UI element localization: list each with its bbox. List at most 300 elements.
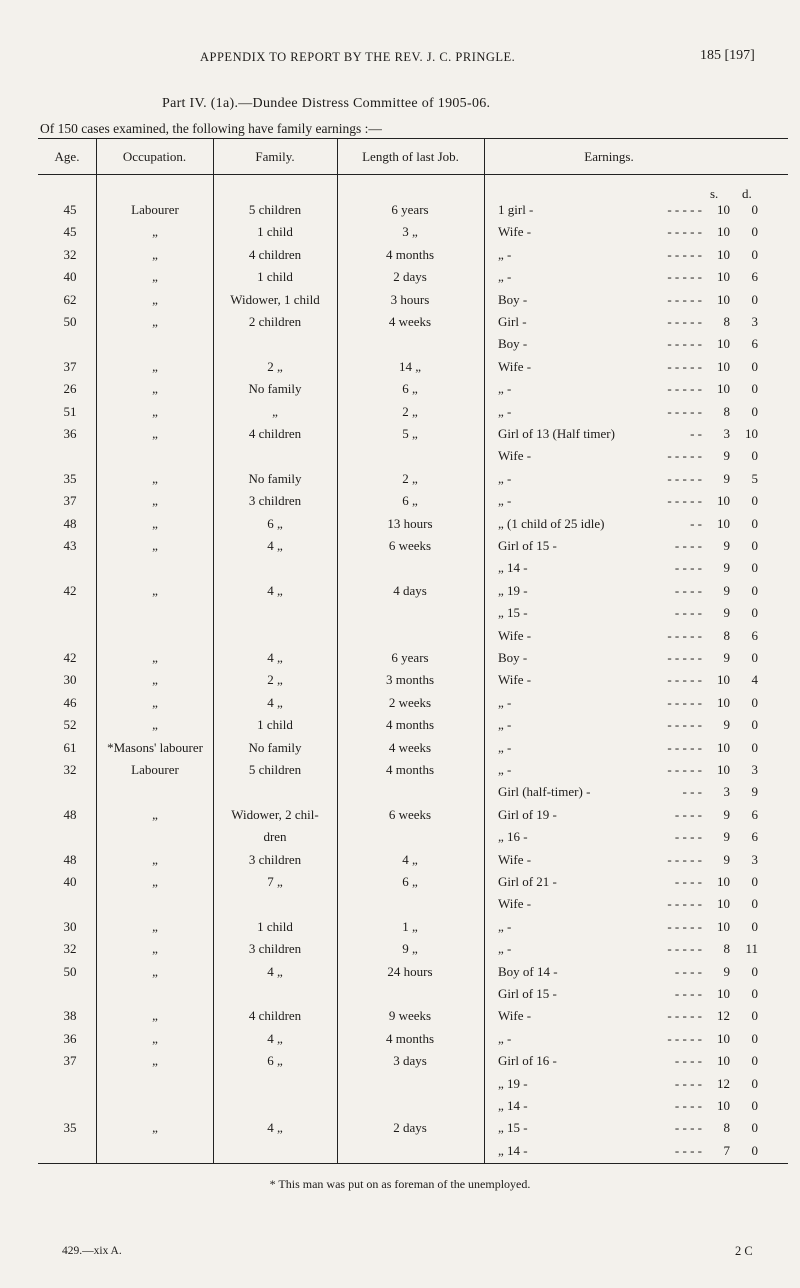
cell-shillings: 9 [723, 851, 730, 867]
cell-family: 1 child [257, 918, 293, 934]
leader-dashes: - - - - [674, 582, 702, 598]
cell-shillings: 8 [723, 403, 730, 419]
leader-dashes: - - - - - [667, 470, 702, 486]
cell-shillings: 10 [717, 739, 730, 755]
cell-age: 40 [63, 269, 77, 285]
cell-length-of-job: 1 „ [402, 918, 418, 934]
cell-age: 42 [63, 650, 77, 665]
cell-pence: 0 [751, 381, 758, 397]
cell-earner: Girl of 13 (Half timer) [498, 426, 615, 441]
cell-earner: Wife - [498, 1008, 532, 1024]
cell-pence: 0 [751, 605, 758, 621]
cell-age: 36 [63, 426, 77, 441]
table-row [0, 471, 800, 491]
cell-family: 5 children [248, 202, 302, 217]
leader-dashes: - - [690, 426, 702, 441]
cell-earner: Wife - [498, 896, 532, 912]
leader-dashes: - - - - - [667, 336, 702, 352]
cell-earner: Girl (half-timer) - [498, 784, 591, 800]
leader-dashes: - - - - - [667, 672, 702, 688]
cell-family: 3 children [248, 493, 302, 509]
cell-length-of-job: 3 days [393, 1053, 427, 1069]
cell-length-of-job: 2 weeks [388, 694, 432, 710]
cell-pence: 6 [751, 806, 758, 822]
cell-age: 37 [63, 358, 77, 374]
cell-occupation: „ [152, 941, 158, 957]
cell-pence: 4 [751, 672, 758, 688]
cell-length-of-job: 4 weeks [388, 739, 432, 755]
leader-dashes: - - - - [674, 963, 702, 979]
leader-dashes: - - - - - [667, 896, 702, 912]
cell-family: 2 „ [267, 672, 283, 688]
cell-pence: 0 [751, 650, 758, 665]
cell-length-of-job: 6 years [391, 650, 429, 665]
cell-pence: 0 [751, 515, 758, 531]
cell-family: 3 children [248, 851, 302, 867]
cell-length-of-job: 6 „ [402, 874, 418, 889]
cell-earner: „ 14 - [498, 1098, 528, 1113]
table-row [0, 1143, 800, 1163]
leader-dashes: - - - - - [667, 314, 702, 329]
cell-occupation: *Masons' labourer [107, 739, 203, 755]
signature-letter: 2 C [735, 1244, 753, 1258]
leader-dashes: - - - - - [667, 381, 702, 397]
page-number: 185 [197] [700, 48, 755, 63]
cell-length-of-job: 6 „ [402, 493, 418, 509]
table-row [0, 807, 800, 827]
cell-earner: „ (1 child of 25 idle) [498, 515, 605, 531]
table-row [0, 1053, 800, 1073]
cell-shillings: 10 [717, 381, 730, 397]
cell-age: 35 [63, 1120, 77, 1136]
cell-age: 32 [63, 246, 77, 262]
table-row [0, 852, 800, 872]
table-row [0, 359, 800, 379]
header-occupation: Occupation. [122, 149, 187, 164]
cell-pence: 0 [751, 717, 758, 733]
table-row [0, 292, 800, 312]
cell-family: dren [263, 829, 287, 845]
cell-occupation: „ [152, 358, 158, 374]
leader-dashes: - - - - - [667, 762, 702, 777]
running-head: APPENDIX TO REPORT BY THE REV. J. C. PRINGLE. [200, 50, 516, 64]
cell-shillings: 7 [723, 1142, 730, 1158]
cell-length-of-job: 14 „ [398, 358, 422, 374]
cell-age: 26 [63, 381, 77, 397]
cell-occupation: „ [152, 963, 158, 979]
cell-earner: Girl of 19 - [498, 806, 557, 822]
table-row [0, 202, 800, 222]
cell-length-of-job: 6 weeks [388, 806, 432, 822]
table-row [0, 740, 800, 760]
leader-dashes: - - - - - [667, 717, 702, 733]
cell-shillings: 10 [717, 515, 730, 531]
table-row [0, 650, 800, 670]
leader-dashes: - - - - - [667, 403, 702, 419]
cell-family: Widower, 1 child [230, 291, 320, 307]
signature-mark: 429.—xix A. [62, 1245, 122, 1257]
leader-dashes: - - - - - [667, 694, 702, 710]
leader-dashes: - - - - - [667, 650, 702, 665]
cell-earner: Wife - [498, 224, 532, 240]
cell-occupation: „ [152, 1120, 158, 1136]
table-row [0, 986, 800, 1006]
cell-family: 4 „ [267, 538, 283, 553]
cell-pence: 10 [745, 426, 758, 441]
cell-earner: Wife - [498, 851, 532, 867]
table-row [0, 784, 800, 804]
cell-earner: Wife - [498, 672, 532, 688]
table-row [0, 583, 800, 603]
cell-shillings: 9 [723, 582, 730, 598]
cell-pence: 0 [751, 874, 758, 889]
cell-earner: „ - [498, 246, 512, 262]
table-row [0, 628, 800, 648]
cell-shillings: 10 [717, 291, 730, 307]
cell-family: 4 „ [267, 963, 283, 979]
table-row [0, 224, 800, 244]
leader-dashes: - - - - [674, 1075, 702, 1091]
cell-family: 7 „ [267, 874, 283, 889]
cell-length-of-job: 6 weeks [388, 538, 432, 553]
cell-length-of-job: 9 „ [402, 941, 418, 957]
cell-occupation: „ [152, 246, 158, 262]
cell-earner: Boy - [498, 291, 528, 307]
cell-pence: 0 [751, 448, 758, 464]
cell-earner: Wife - [498, 627, 532, 643]
leader-dashes: - - - - [674, 1098, 702, 1113]
cell-length-of-job: 3 hours [390, 291, 430, 307]
cell-earner: Wife - [498, 358, 532, 374]
cell-pence: 0 [751, 739, 758, 755]
cell-earner: „ - [498, 762, 512, 777]
table-row [0, 1098, 800, 1118]
leader-dashes: - - - - - [667, 291, 702, 307]
cell-pence: 6 [751, 627, 758, 643]
cell-pence: 3 [751, 314, 758, 329]
cell-family: No family [248, 470, 302, 486]
table-row [0, 247, 800, 267]
pence-unit: d. [742, 186, 752, 201]
table-row [0, 695, 800, 715]
cell-occupation: „ [152, 874, 158, 889]
cell-pence: 3 [751, 762, 758, 777]
cell-family: 2 children [248, 314, 302, 329]
leader-dashes: - - - - - [667, 627, 702, 643]
cell-pence: 0 [751, 1120, 758, 1136]
cell-earner: Wife - [498, 448, 532, 464]
cell-pence: 0 [751, 963, 758, 979]
cell-shillings: 10 [717, 493, 730, 509]
cell-earner: „ 19 - [498, 1075, 528, 1091]
cell-occupation: „ [152, 1030, 158, 1046]
cell-length-of-job: 2 „ [402, 403, 418, 419]
cell-occupation: „ [152, 717, 158, 733]
cell-age: 46 [63, 694, 77, 710]
table-row [0, 717, 800, 737]
cell-pence: 0 [751, 358, 758, 374]
cell-occupation: „ [152, 314, 158, 329]
cell-pence: 0 [751, 986, 758, 1001]
leader-dashes: - - - - [674, 986, 702, 1001]
cell-earner: Boy - [498, 336, 528, 352]
cell-family: 4 children [248, 1008, 302, 1024]
cell-length-of-job: 5 „ [402, 426, 418, 441]
cell-occupation: „ [152, 538, 158, 553]
leader-dashes: - - - - [674, 806, 702, 822]
cell-occupation: „ [152, 582, 158, 598]
cell-age: 42 [63, 582, 77, 598]
cell-length-of-job: 4 months [385, 762, 435, 777]
table-row [0, 941, 800, 961]
cell-age: 48 [63, 515, 77, 531]
cell-age: 48 [63, 806, 77, 822]
cell-occupation: „ [152, 224, 158, 240]
cell-occupation: „ [152, 403, 158, 419]
cell-age: 52 [63, 717, 77, 733]
cell-shillings: 9 [723, 650, 730, 665]
cell-earner: „ - [498, 717, 512, 733]
cell-shillings: 9 [723, 963, 730, 979]
cell-shillings: 9 [723, 470, 730, 486]
cell-family: 1 child [257, 224, 293, 240]
table-row [0, 1031, 800, 1051]
cell-shillings: 10 [717, 1030, 730, 1046]
table-row [0, 426, 800, 446]
cell-shillings: 8 [723, 314, 730, 329]
cell-shillings: 10 [717, 694, 730, 710]
cell-age: 61 [63, 739, 77, 755]
cell-shillings: 3 [723, 426, 730, 441]
cell-occupation: „ [152, 1053, 158, 1069]
cell-occupation: „ [152, 269, 158, 285]
cell-pence: 0 [751, 1142, 758, 1158]
cell-family: 4 „ [267, 582, 283, 598]
cell-shillings: 9 [723, 605, 730, 621]
cell-age: 32 [63, 941, 77, 957]
cell-shillings: 10 [717, 672, 730, 688]
cell-age: 50 [63, 963, 77, 979]
cell-earner: Boy of 14 - [498, 963, 558, 979]
cell-family: 6 „ [267, 1053, 283, 1069]
leader-dashes: - - - - - [667, 224, 702, 240]
cell-occupation: „ [152, 650, 158, 665]
cell-shillings: 10 [717, 202, 730, 217]
header-age: Age. [54, 149, 80, 164]
cell-age: 45 [63, 224, 77, 240]
cell-shillings: 9 [723, 538, 730, 553]
leader-dashes: - - - - [674, 538, 702, 553]
leader-dashes: - - - - - [667, 941, 702, 957]
cell-pence: 0 [751, 224, 758, 240]
leader-dashes: - - - [682, 784, 702, 800]
cell-earner: Girl of 16 - [498, 1053, 557, 1069]
cell-length-of-job: 2 days [393, 269, 427, 285]
table-row [0, 874, 800, 894]
cell-length-of-job: 3 months [385, 672, 435, 688]
cell-earner: „ - [498, 918, 512, 934]
cell-occupation: „ [152, 470, 158, 486]
cell-age: 37 [63, 493, 77, 509]
cell-earner: „ - [498, 941, 512, 957]
cell-family: 3 children [248, 941, 302, 957]
cell-earner: „ - [498, 381, 512, 397]
footnote: * This man was put on as foreman of the unemployed. [269, 1177, 531, 1191]
cell-occupation: „ [152, 426, 158, 441]
cell-occupation: Labourer [131, 202, 179, 217]
cell-age: 62 [63, 291, 77, 307]
cell-pence: 5 [751, 470, 758, 486]
cell-length-of-job: 2 „ [402, 470, 418, 486]
table-row [0, 538, 800, 558]
intro-text: Of 150 cases examined, the following have family earnings :— [40, 121, 382, 136]
leader-dashes: - - - - [674, 874, 702, 889]
cell-earner: Girl of 21 - [498, 874, 557, 889]
cell-earner: „ 14 - [498, 1142, 528, 1158]
cell-earner: „ - [498, 493, 512, 509]
cell-pence: 6 [751, 829, 758, 845]
cell-age: 48 [63, 851, 77, 867]
cell-family: „ [272, 403, 278, 419]
cell-shillings: 3 [723, 784, 730, 800]
leader-dashes: - - - - - [667, 1030, 702, 1046]
cell-age: 30 [63, 918, 77, 934]
cell-length-of-job: 13 hours [387, 515, 433, 531]
table-row [0, 560, 800, 580]
cell-age: 30 [63, 672, 77, 688]
cell-pence: 3 [751, 851, 758, 867]
cell-family: No family [248, 381, 302, 397]
cell-shillings: 8 [723, 941, 730, 957]
leader-dashes: - - - - - [667, 358, 702, 374]
cell-age: 35 [63, 470, 77, 486]
cell-pence: 0 [751, 202, 758, 217]
cell-earner: „ - [498, 694, 512, 710]
part-title: Part IV. (1a).—Dundee Distress Committee of 1905-06. [162, 96, 491, 111]
cell-shillings: 10 [717, 762, 730, 777]
header-earnings: Earnings. [584, 149, 634, 164]
leader-dashes: - - - - [674, 1142, 702, 1158]
table-row [0, 829, 800, 849]
cell-length-of-job: 4 months [385, 1030, 435, 1046]
cell-earner: „ 15 - [498, 1120, 528, 1136]
cell-shillings: 9 [723, 717, 730, 733]
cell-shillings: 10 [717, 336, 730, 352]
cell-occupation: „ [152, 515, 158, 531]
cell-shillings: 10 [717, 986, 730, 1001]
cell-age: 50 [63, 314, 77, 329]
cell-shillings: 9 [723, 806, 730, 822]
cell-pence: 0 [751, 560, 758, 576]
cell-family: No family [248, 739, 302, 755]
leader-dashes: - - - - - [667, 851, 702, 867]
cell-age: 43 [63, 538, 77, 553]
cell-family: 1 child [257, 269, 293, 285]
cell-pence: 0 [751, 538, 758, 553]
cell-pence: 9 [751, 784, 758, 800]
cell-length-of-job: 3 „ [402, 224, 418, 240]
cell-occupation: „ [152, 918, 158, 934]
cell-shillings: 12 [717, 1008, 730, 1024]
cell-pence: 0 [751, 1030, 758, 1046]
table-row [0, 1120, 800, 1140]
table-row [0, 896, 800, 916]
cell-family: 4 „ [267, 694, 283, 710]
cell-family: 4 „ [267, 1030, 283, 1046]
leader-dashes: - - - - [674, 560, 702, 576]
cell-earner: Girl - [498, 314, 527, 329]
cell-length-of-job: 24 hours [387, 963, 433, 979]
cell-earner: „ - [498, 269, 512, 285]
table-row [0, 516, 800, 536]
cell-pence: 0 [751, 896, 758, 912]
table-row [0, 964, 800, 984]
cell-shillings: 10 [717, 224, 730, 240]
cell-occupation: „ [152, 291, 158, 307]
table-row [0, 336, 800, 356]
cell-pence: 0 [751, 291, 758, 307]
leader-dashes: - - - - - [667, 1008, 702, 1024]
cell-occupation: „ [152, 493, 158, 509]
cell-age: 37 [63, 1053, 77, 1069]
cell-pence: 0 [751, 403, 758, 419]
cell-age: 51 [63, 403, 77, 419]
leader-dashes: - - - - - [667, 202, 702, 217]
leader-dashes: - - - - [674, 605, 702, 621]
cell-age: 40 [63, 874, 77, 889]
cell-pence: 0 [751, 1075, 758, 1091]
cell-earner: „ 14 - [498, 560, 528, 576]
leader-dashes: - - - - - [667, 739, 702, 755]
cell-length-of-job: 4 „ [402, 851, 418, 867]
cell-earner: „ 15 - [498, 605, 528, 621]
cell-shillings: 10 [717, 918, 730, 934]
cell-occupation: „ [152, 1008, 158, 1024]
table-row [0, 672, 800, 692]
cell-pence: 0 [751, 1008, 758, 1024]
table-row [0, 493, 800, 513]
leader-dashes: - - - - [674, 1053, 702, 1069]
cell-length-of-job: 2 days [393, 1120, 427, 1136]
cell-family: 2 „ [267, 358, 283, 374]
cell-earner: „ - [498, 470, 512, 486]
cell-age: 38 [63, 1008, 77, 1024]
table-bottom-rule [38, 1163, 788, 1164]
cell-occupation: Labourer [131, 762, 179, 777]
cell-shillings: 9 [723, 560, 730, 576]
cell-pence: 0 [751, 493, 758, 509]
leader-dashes: - - [690, 515, 702, 531]
cell-family: 4 „ [267, 1120, 283, 1136]
cell-family: 4 „ [267, 650, 283, 665]
cell-shillings: 10 [717, 896, 730, 912]
cell-pence: 0 [751, 246, 758, 262]
leader-dashes: - - - - - [667, 269, 702, 285]
cell-pence: 11 [745, 941, 758, 957]
header-bottom-rule [38, 174, 788, 175]
cell-length-of-job: 6 „ [402, 381, 418, 397]
cell-pence: 0 [751, 582, 758, 598]
cell-length-of-job: 9 weeks [388, 1008, 432, 1024]
cell-earner: Boy - [498, 650, 528, 665]
cell-pence: 0 [751, 918, 758, 934]
cell-pence: 0 [751, 1053, 758, 1069]
leader-dashes: - - - - - [667, 918, 702, 934]
leader-dashes: - - - - [674, 1120, 702, 1136]
table-row [0, 314, 800, 334]
cell-earner: Girl of 15 - [498, 538, 557, 553]
table-row [0, 762, 800, 782]
